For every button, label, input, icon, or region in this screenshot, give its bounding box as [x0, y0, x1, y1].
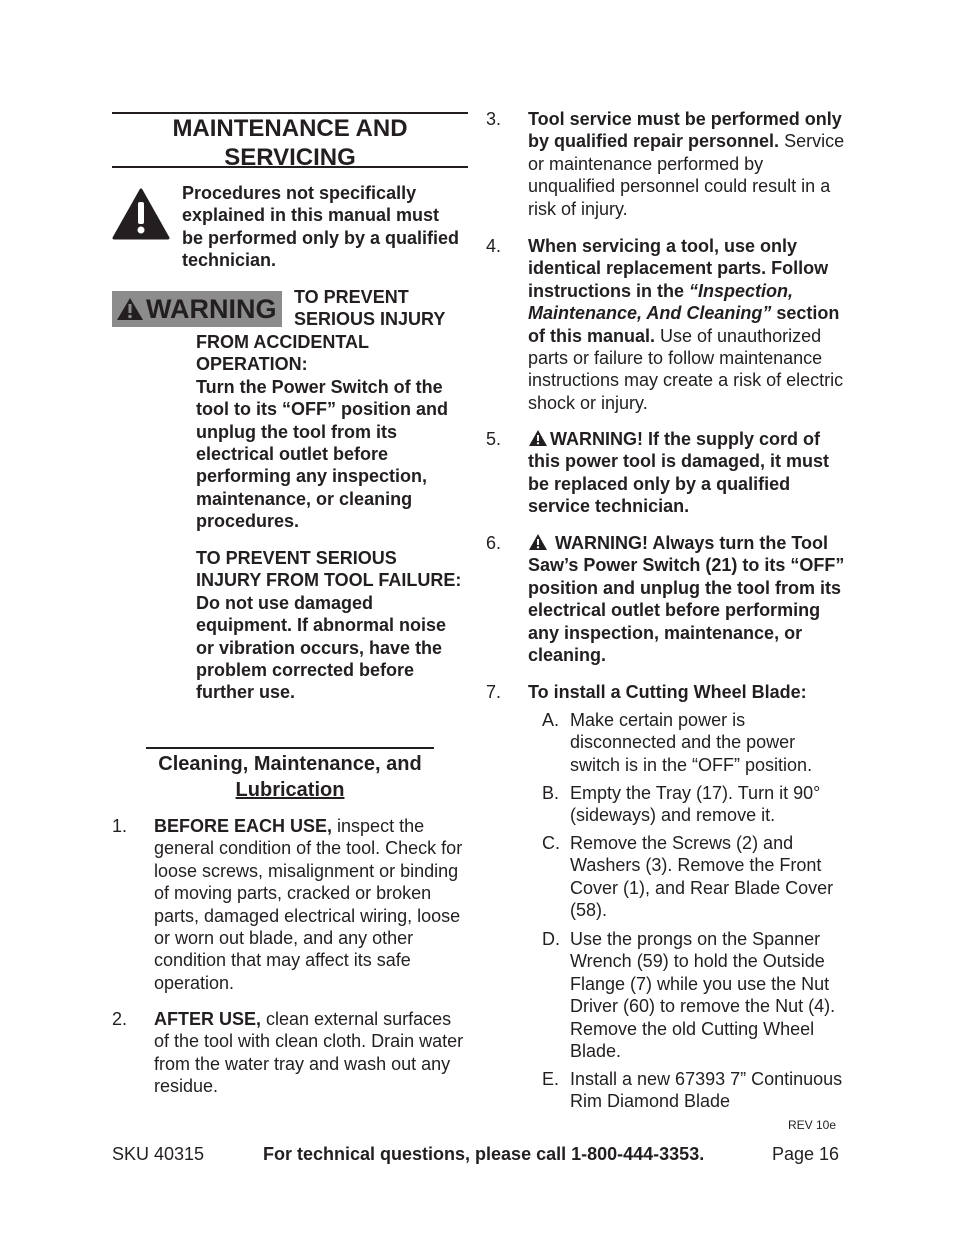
warning-heading: TO PREVENT SERIOUS INJURY — [294, 287, 446, 330]
warning-block2-lead: TO PREVENT SERIOUS INJURY FROM TOOL FAILURE: — [196, 548, 462, 591]
item-number: 3. — [486, 109, 502, 129]
list-item — [528, 235, 846, 414]
subsection-line2: Lubrication — [235, 779, 345, 801]
subitem-letter: E. — [542, 1069, 560, 1089]
warning-block-failure — [196, 547, 466, 704]
item-text: Use of unauthorized parts or failure to follow maintenance instructions may create a risk of electric shock or injury. — [528, 325, 844, 413]
subitem-letter: C. — [542, 833, 560, 853]
subitem-letter: B. — [542, 783, 560, 803]
warning-badge — [112, 291, 282, 327]
warning-triangle-icon — [528, 429, 548, 447]
item-number: 2. — [112, 1009, 128, 1029]
item-number: 5. — [486, 429, 502, 449]
subitem-text: Empty the Tray (17). Turn it 90° (sideways) and remove it. — [570, 783, 821, 826]
warning-triangle-icon — [528, 533, 548, 551]
item-text: inspect the general condition of the tool. Check for loose screws, misalignment or binding of moving parts, cracked or broken parts, damaged electrical wiring, loose or worn out blade, and any other condition that may affect its safe operation. — [154, 816, 463, 993]
revision-label: REV 10e — [787, 1118, 836, 1132]
footer-sku: SKU 40315 — [112, 1144, 205, 1164]
caution-text: Procedures not specifically explained in this manual must be performed only by a qualified technician. — [182, 183, 460, 271]
item-lead-end: section of this manual. — [528, 303, 840, 346]
list-item: To install a Cutting Wheel Blade: — [528, 682, 807, 702]
footer-support-text: For technical questions, please call 1-800-444-3353. — [263, 1144, 705, 1164]
list-item — [154, 1008, 466, 1098]
item-lead: BEFORE EACH USE, — [154, 816, 333, 836]
item-text: Service or maintenance performed by unqualified personnel could result in a risk of injury. — [528, 131, 845, 219]
subitem-text: Remove the Screws (2) and Washers (3). Remove the Front Cover (1), and Rear Blade Cover (58). — [570, 833, 834, 921]
item-lead: AFTER USE, — [154, 1009, 262, 1029]
item-number: 1. — [112, 816, 128, 836]
subsection-title — [146, 747, 434, 803]
item-number: 6. — [486, 533, 502, 553]
subitem-text: Install a new 67393 7” Continuous Rim Diamond Blade — [570, 1069, 843, 1112]
item-number: 7. — [486, 682, 502, 702]
item-lead-italic: “Inspection, Maintenance, And Cleaning” — [528, 280, 794, 324]
item-lead: WARNING! Always turn the Tool Saw’s Power Switch (21) to its “OFF” position and unplug the tool from its electrical outlet before performing any inspection, maintenance, or cleaning. — [528, 533, 845, 666]
item-text: clean external surfaces of the tool with clean cloth. Drain water from the water tray and wash out any residue. — [154, 1009, 464, 1097]
list-item — [528, 108, 846, 220]
item-lead: When servicing a tool, use only identical replacement parts. Follow instructions in the — [528, 236, 829, 301]
section-title-line2: SERVICING — [224, 144, 356, 171]
item-lead: Tool service must be performed only by qualified repair personnel. — [528, 109, 842, 152]
warning-triangle-icon — [116, 296, 144, 322]
warning-block-accidental — [196, 331, 466, 533]
list-item — [528, 428, 846, 518]
caution-triangle-icon — [112, 188, 170, 245]
list-item — [154, 815, 466, 994]
subitem-letter: D. — [542, 929, 560, 949]
warning-block2-body: Do not use damaged equipment. If abnormal noise or vibration occurs, have the problem corrected before further use. — [196, 592, 447, 703]
item-number: 4. — [486, 236, 502, 256]
item-lead: WARNING! If the supply cord of this power tool is damaged, it must be replaced only by a qualified service technician. — [528, 429, 830, 517]
warning-block1-body: Turn the Power Switch of the tool to its “OFF” position and unplug the tool from its electrical outlet before performing any inspection, maintenance, or cleaning procedures. — [196, 376, 448, 532]
list-item — [528, 532, 846, 666]
section-title-line1: MAINTENANCE AND — [172, 115, 408, 142]
footer-page-number: Page 16 — [772, 1144, 840, 1164]
subitem-text: Use the prongs on the Spanner Wrench (59) to hold the Outside Flange (7) while you use the Nut Driver (60) to remove the Nut (4). Remove the old Cutting Wheel Blade. — [570, 929, 836, 1062]
warning-block1-lead: FROM ACCIDENTAL OPERATION: — [196, 332, 369, 375]
section-title — [112, 112, 468, 171]
subitem-letter: A. — [542, 710, 560, 730]
subsection-line1: Cleaning, Maintenance, and — [158, 753, 422, 775]
subitem-text: Make certain power is disconnected and the power switch is in the “OFF” position. — [570, 710, 813, 775]
warning-badge-label: WARNING — [146, 294, 277, 324]
